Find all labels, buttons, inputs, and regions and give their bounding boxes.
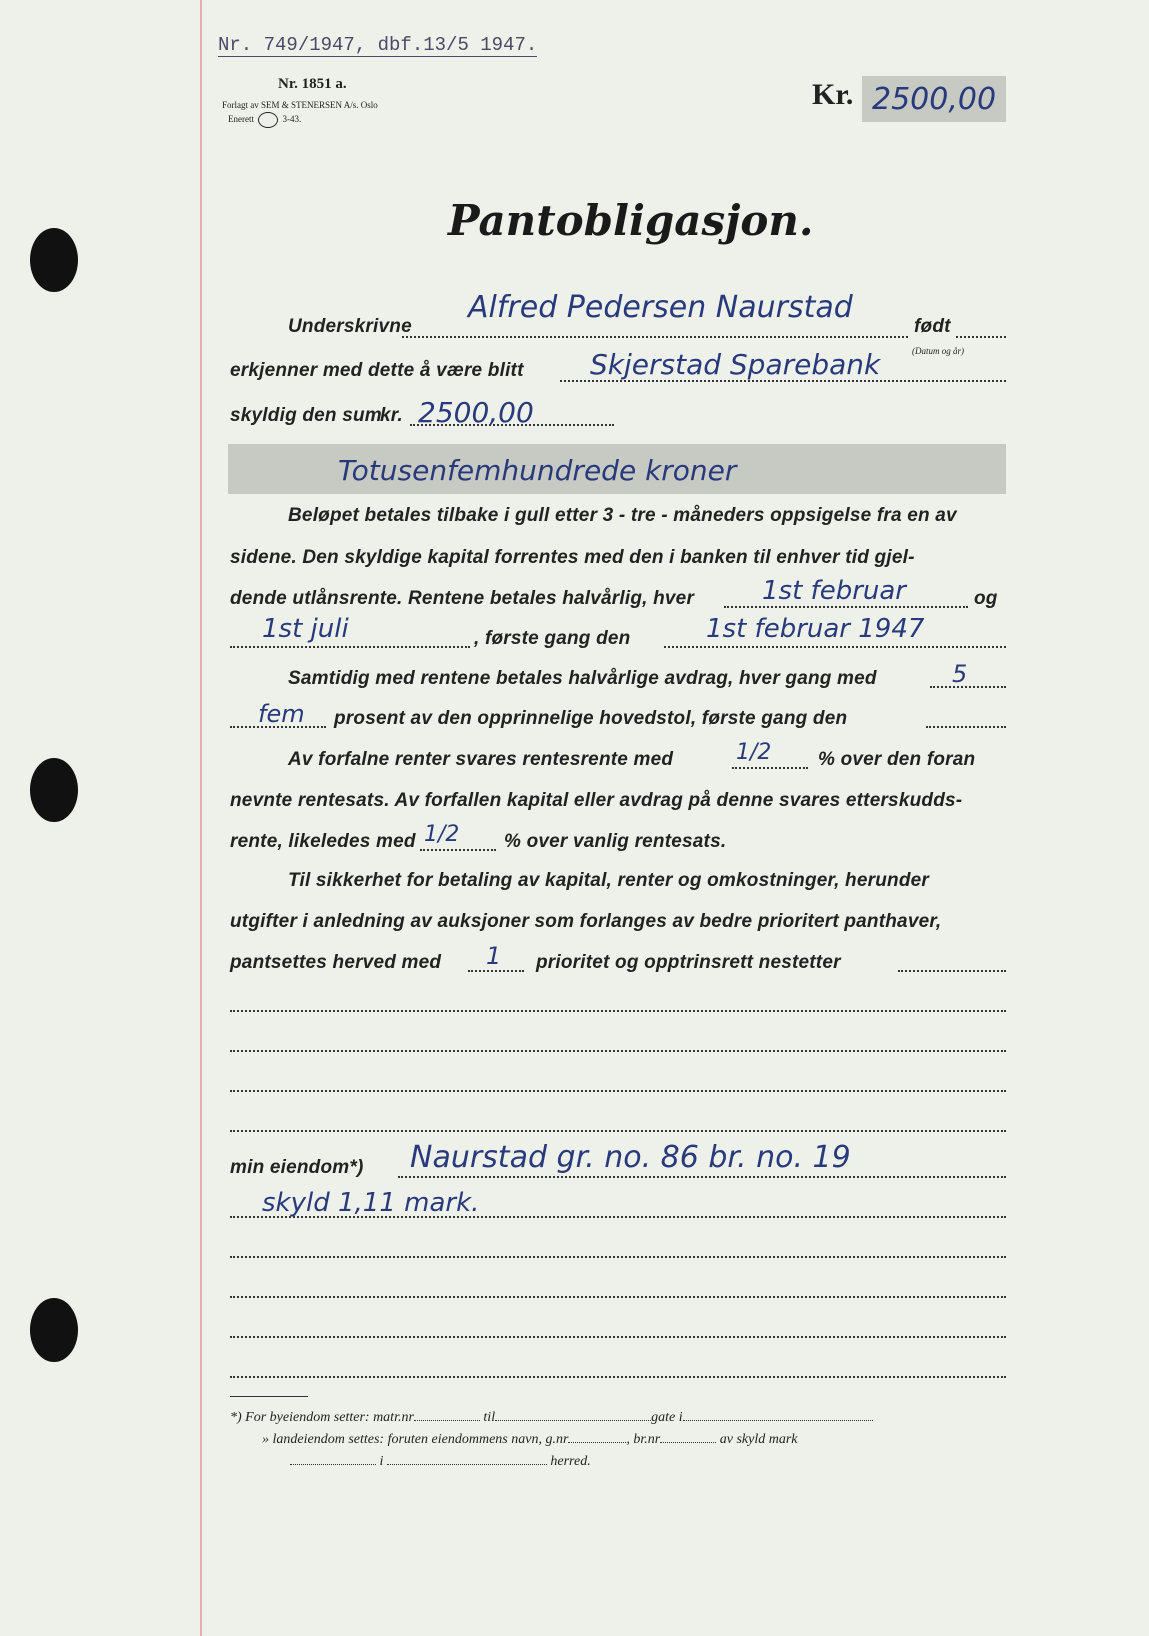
- para1-og: og: [974, 588, 998, 609]
- punch-hole-top: [30, 228, 78, 292]
- property-value-2: skyld 1,11 mark.: [262, 1188, 480, 1218]
- para3-line1: Av forfalne renter svares rentesrente med: [288, 749, 674, 770]
- para3-v2-dots: [420, 849, 496, 851]
- signer-value: Alfred Pedersen Naurstad: [468, 290, 853, 325]
- date2-value: 1st juli: [262, 614, 349, 644]
- signer-dots: [402, 336, 908, 338]
- blank-line-3: [230, 1090, 1006, 1092]
- acknowledge-label: erkjenner med dette å være blitt: [230, 360, 524, 381]
- para4-line2: utgifter i anledning av auksjoner som forlanges av bedre prioritert panthaver,: [230, 911, 942, 932]
- property-label: min eiendom*): [230, 1157, 364, 1178]
- publisher-line: Forlagt av SEM & STENERSEN A/s. Oslo: [222, 100, 378, 110]
- registration-stamp: Nr. 749/1947, dbf.13/5 1947.: [218, 34, 538, 56]
- para3-v1-value: 1/2: [736, 740, 772, 765]
- amount-words-value: Totusenfemhundrede kroner: [338, 454, 737, 487]
- footnote-line-3: i herred.: [290, 1454, 591, 1470]
- blank-line-4: [230, 1130, 1006, 1132]
- pct-dots: [930, 686, 1006, 688]
- date3-value: 1st februar 1947: [706, 614, 925, 644]
- para2-line1: Samtidig med rentene betales halvårlige avdrag, hver gang med: [288, 668, 877, 689]
- footnote-line-1: *) For byeiendom setter: matr.nr til gate i: [230, 1410, 873, 1426]
- date2-dots: [230, 646, 470, 648]
- owe-value: 2500,00: [418, 396, 534, 429]
- date1-dots: [724, 606, 968, 608]
- para3-line1b: % over den foran: [818, 749, 976, 770]
- born-dots: [956, 336, 1006, 338]
- punch-hole-bottom: [30, 1298, 78, 1362]
- blank-line-1: [230, 1010, 1006, 1012]
- para2-line2: prosent av den opprinnelige hovedstol, første gang den: [334, 708, 848, 729]
- date1-value: 1st februar: [762, 576, 906, 606]
- date3-dots: [664, 646, 1006, 648]
- publisher-line-2: Enerett 3-43.: [228, 112, 301, 128]
- blank-line-8: [230, 1376, 1006, 1378]
- para2-end-dots: [926, 726, 1006, 728]
- fem-value: fem: [258, 700, 305, 728]
- blank-line-2: [230, 1050, 1006, 1052]
- blank-line-6: [230, 1296, 1006, 1298]
- kr-amount-value: 2500,00: [872, 82, 997, 117]
- para1-line3: dende utlånsrente. Rentene betales halvårlig, hver: [230, 588, 695, 609]
- para4-line1: Til sikkerhet for betaling av kapital, renter og omkostninger, herunder: [288, 870, 930, 891]
- blank-line-7: [230, 1336, 1006, 1338]
- para1-forste: , første gang den: [474, 628, 631, 649]
- para1-line2: sidene. Den skyldige kapital forrentes med den i banken til enhver tid gjel-: [230, 547, 915, 568]
- para3-v1-dots: [732, 767, 808, 769]
- para1-line1: Beløpet betales tilbake i gull etter 3 - tre - måneders oppsigelse fra en av: [288, 505, 957, 526]
- born-label: født: [914, 316, 951, 337]
- para3-line3b: % over vanlig rentesats.: [504, 831, 727, 852]
- owe-kr: kr.: [380, 405, 403, 426]
- form-number: Nr. 1851 a.: [278, 76, 347, 92]
- kr-label: Kr.: [812, 78, 854, 111]
- owe-label: skyldig den sum: [230, 405, 382, 426]
- property-value-1: Naurstad gr. no. 86 br. no. 19: [410, 1140, 851, 1175]
- para4-end-dots: [898, 970, 1006, 972]
- signer-label: Underskrivne: [288, 316, 412, 337]
- punch-hole-middle: [30, 758, 78, 822]
- para3-line3: rente, likeledes med: [230, 831, 416, 852]
- para4-line3: pantsettes herved med: [230, 952, 442, 973]
- creditor-value: Skjerstad Sparebank: [590, 348, 881, 381]
- margin-line: [200, 0, 202, 1636]
- born-note: (Datum og år): [912, 346, 964, 356]
- footnote-line-2: » landeiendom settes: foruten eiendommens navn, g.nr , br.nr av skyld mark: [262, 1432, 798, 1447]
- para4-line3b: prioritet og opptrinsrett nestetter: [536, 952, 841, 973]
- document-title: Pantobligasjon.: [448, 196, 814, 245]
- prio-value: 1: [486, 942, 502, 970]
- property-dots-1: [398, 1176, 1006, 1178]
- para3-line2: nevnte rentesats. Av forfallen kapital eller avdrag på denne svares etterskudds-: [230, 790, 963, 811]
- pct-value: 5: [952, 660, 968, 688]
- footnote-separator: [230, 1396, 308, 1397]
- para3-v2-value: 1/2: [424, 822, 460, 847]
- blank-line-5: [230, 1256, 1006, 1258]
- prio-dots: [468, 970, 524, 972]
- publisher-logo-icon: [258, 112, 278, 128]
